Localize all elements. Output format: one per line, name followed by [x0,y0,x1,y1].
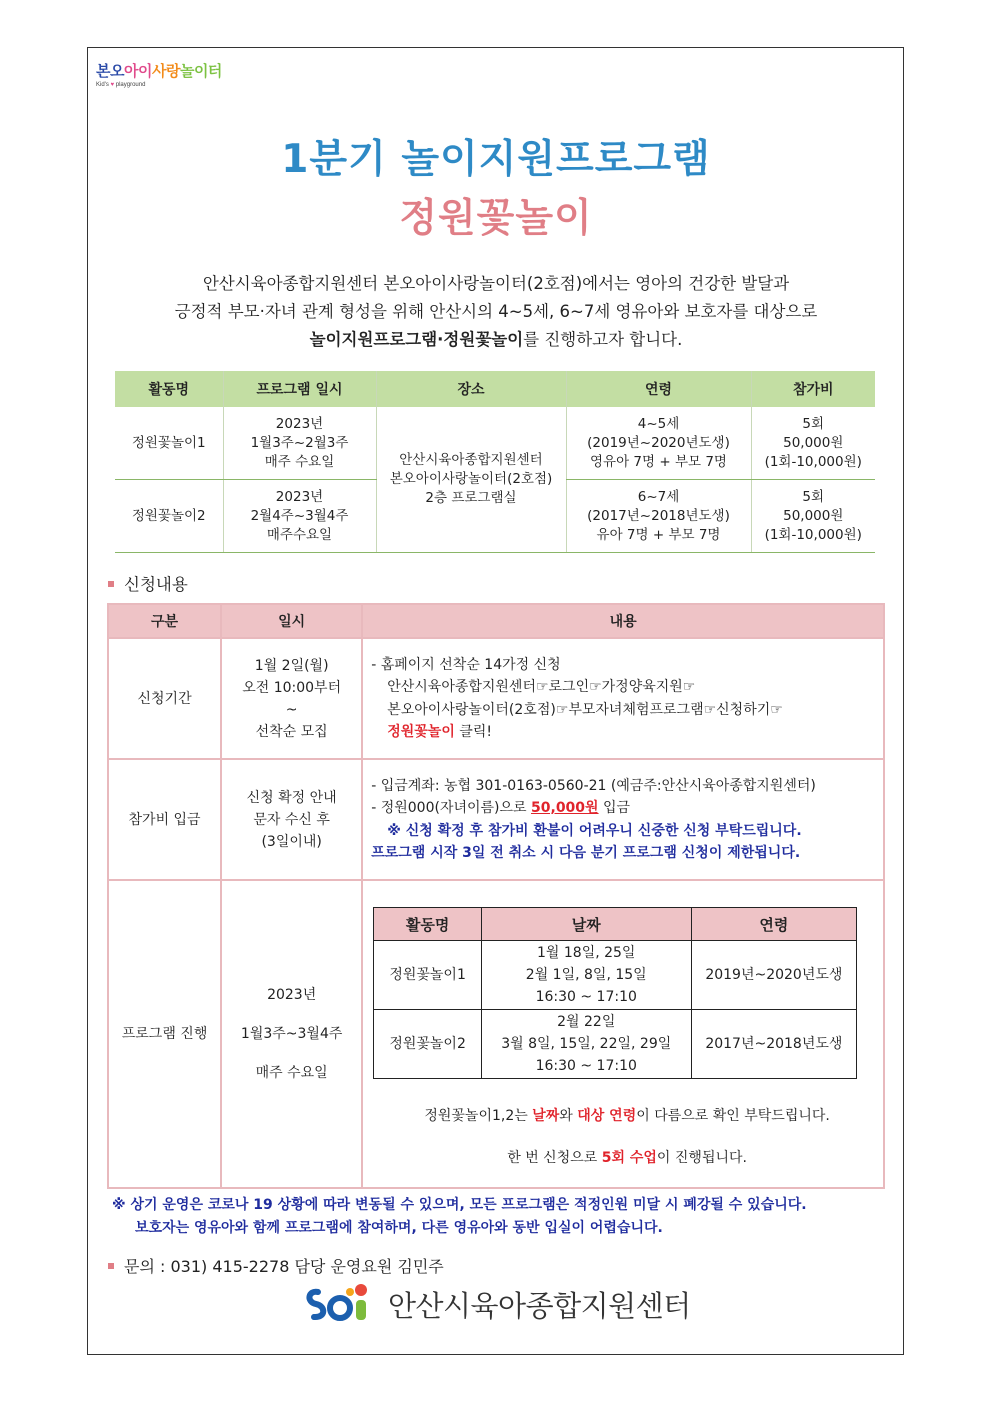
schedule-note: 한 번 신청으로 5회 수업이 진행됩니다. [507,1150,747,1166]
table-row [108,880,884,1188]
logo-part-4: 놀이터 [179,62,222,80]
header-cell: 내용 [362,604,884,638]
header-cell: 연령 [691,908,857,941]
header-cell: 장소 [376,371,566,407]
row-when: 신청 확정 안내 문자 수신 후 (3일이내) [221,759,362,880]
program-fee: 5회 50,000원 (1회-10,000원) [751,407,875,480]
warning-note: ※ 상기 운영은 코로나 19 상황에 따라 변동될 수 있으며, 모든 프로그램은 적정인원 미달 시 폐강될 수 있습니다. 보호자는 영유아와 함께 프로그램에 참여하며, 다른 영유아와 동반 입실이 어렵습니다. [112,1197,807,1236]
schedule-table [373,907,857,1079]
row-label: 신청기간 [108,638,221,759]
age: 2019년~2020년도생 [691,941,857,1010]
table-row [374,941,857,1010]
row-label: 참가비 입금 [108,759,221,880]
square-bullet-icon [108,581,114,587]
logo-part-1: 본오 [96,62,124,80]
intro-line: 안산시육아종합지원센터 본오아이사랑놀이터(2호점)에서는 영아의 건강한 발달과 [202,274,790,293]
activity-name: 정원꽃놀이1 [115,407,223,480]
dates: 1월 18일, 25일 2월 1일, 8일, 15일 16:30 ~ 17:10 [481,941,691,1010]
age: 2017년~2018년도생 [691,1010,857,1079]
table-row [115,407,875,480]
page-title: 1분기 놀이지원프로그램 [281,137,711,182]
header-cell: 프로그램 일시 [223,371,376,407]
section-title: 신청내용 [108,571,188,595]
activity-name: 정원꽃놀이2 [115,480,223,553]
square-bullet-icon [108,1263,114,1269]
program-date: 2023년 1월3주~2월3주 매주 수요일 [223,407,376,480]
header-cell: 구분 [108,604,221,638]
row-label: 프로그램 진행 [108,880,221,1188]
header-cell: 참가비 [751,371,875,407]
program-fee: 5회 50,000원 (1회-10,000원) [751,480,875,553]
logo-part-2: 아이 [123,62,152,80]
header-cell: 날짜 [481,908,691,941]
header-cell: 활동명 [115,371,223,407]
logo-sub2: playground [115,82,146,88]
program-age: 4~5세 (2019년~2020년도생) 영유아 7명 + 부모 7명 [566,407,751,480]
row-content [362,880,884,1188]
intro-line: 긍정적 부모·자녀 관계 형성을 위해 안산시의 4~5세, 6~7세 영유아와 보호자를 대상으로 [174,302,818,321]
header-cell: 연령 [566,371,751,407]
row-content: - 홈페이지 선착순 14가정 신청 안산시육아종합지원센터☞로그인☞가정양육지원☞ 본오아이사랑놀이터(2호점)☞부모자녀체험프로그램☞신청하기☞ 정원꽃놀이 클릭! [362,638,884,759]
center-logo-mark-icon [304,1280,380,1324]
row-content: - 입금계좌: 농협 301-0163-0560-21 (예금주:안산시육아종합지원센터) - 정원000(자녀이름)으로 50,000원 입금 ※ 신청 확정 후 참가비 환불이 어려우니 신중한 신청 부탁드립니다. 프로그램 시작 3일 전 취소 시 다음 분기 프로그램 신청이 제한됩니다. [362,759,884,880]
table-row [374,1010,857,1079]
table-row [108,638,884,759]
logo-sub: Kid's [96,82,109,88]
heart-icon: ♥ [110,82,115,88]
row-when: 1월 2일(월) 오전 10:00부터 ~ 선착순 모집 [221,638,362,759]
playground-logo [96,60,222,92]
dates: 2월 22일 3월 8일, 15일, 22일, 29일 16:30 ~ 17:10 [481,1010,691,1079]
program-table [115,371,875,553]
apply-table [107,603,885,1189]
page-subtitle: 정원꽃놀이 [399,196,593,241]
activity-name: 정원꽃놀이2 [374,1010,482,1079]
activity-name: 정원꽃놀이1 [374,941,482,1010]
schedule-note: 정원꽃놀이1,2는 날짜와 대상 연령이 다름으로 확인 부탁드립니다. [424,1108,830,1124]
contact-info: 문의 : 031) 415-2278 담당 운영요원 김민주 [108,1254,444,1277]
program-age: 6~7세 (2017년~2018년도생) 유아 7명 + 부모 7명 [566,480,751,553]
intro-line: 를 진행하고자 합니다. [523,330,683,349]
program-place: 안산시육아종합지원센터 본오아이사랑놀이터(2호점) 2층 프로그램실 [376,407,566,553]
intro-bold: 놀이지원프로그램·정원꽃놀이 [309,330,524,349]
center-logo-name: 안산시육아종합지원센터 [388,1289,691,1323]
header-cell: 활동명 [374,908,482,941]
program-date: 2023년 2월4주~3월4주 매주수요일 [223,480,376,553]
header-cell: 일시 [221,604,362,638]
logo-part-3: 사랑 [151,62,180,80]
intro-text [110,270,882,354]
row-when: 2023년 1월3주~3월4주 매주 수요일 [221,880,362,1188]
table-row [108,759,884,880]
